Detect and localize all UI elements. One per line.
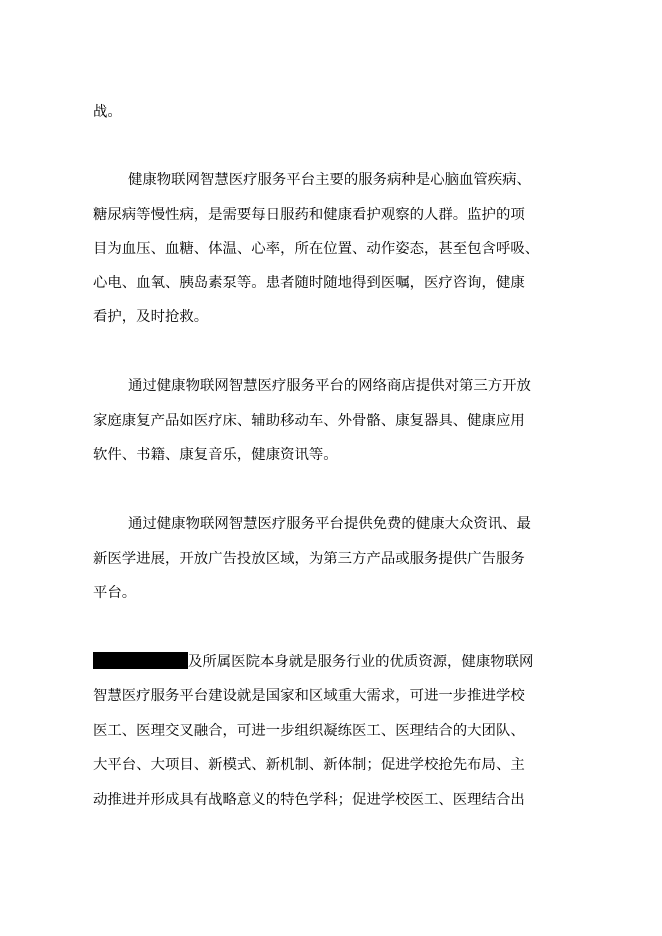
text-line: 动推进并形成具有战略意义的特色学科；促进学校医工、医理结合出 [93,792,525,808]
text-segment: 及所属医院本身就是服务行业的优质资源，健康物联网 [188,654,534,670]
text-line: 通过健康物联网智慧医疗服务平台提供免费的健康大众资讯、最 [128,516,531,532]
redaction-block [93,652,188,669]
text-line: 看护，及时抢救。 [93,309,209,325]
text-line: 医工、医理交叉融合，可进一步组织凝练医工、医理结合的大团队、 [93,723,525,739]
text-line: 健康物联网智慧医疗服务平台主要的服务病种是心脑血管疾病、 [128,172,531,188]
text-line: 战。 [93,104,122,120]
text-line: 大平台、大项目、新模式、新机制、新体制；促进学校抢先布局、主 [93,757,525,773]
text-line: 智慧医疗服务平台建设就是国家和区域重大需求，可进一步推进学校 [93,688,525,704]
text-line: 新医学进展，开放广告投放区域，为第三方产品或服务提供广告服务 [93,551,525,567]
text-line: 心电、血氧、胰岛素泵等。患者随时随地得到医嘱，医疗咨询，健康 [93,275,525,291]
redacted-text-line [93,650,573,674]
text-line: 家庭康复产品如医疗床、辅助移动车、外骨骼、康复器具、健康应用 [93,413,525,429]
text-line: 糖尿病等慢性病，是需要每日服药和健康看护观察的人群。监护的项 [93,207,525,223]
text-line: 目为血压、血糖、体温、心率，所在位置、动作姿态，甚至包含呼吸、 [93,241,540,257]
text-line: 平台。 [93,585,137,601]
text-line: 软件、书籍、康复音乐，健康资讯等。 [93,447,338,463]
text-line: 通过健康物联网智慧医疗服务平台的网络商店提供对第三方开放 [128,378,531,394]
